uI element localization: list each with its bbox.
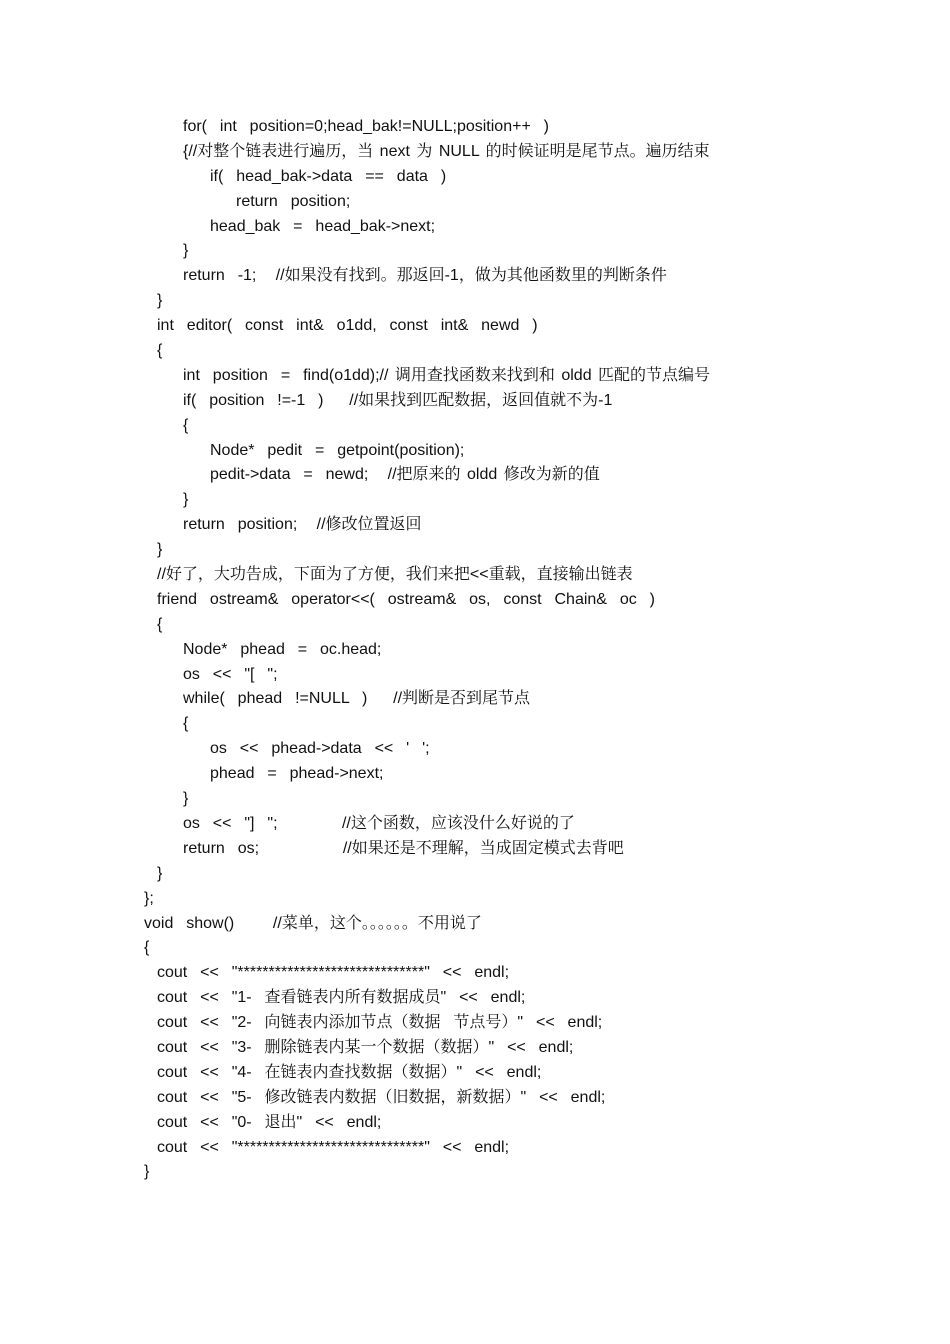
code-line: void show() //菜单，这个。。。。。。不用说了 xyxy=(144,914,482,932)
code-line: } xyxy=(183,491,189,509)
code-line: int editor( const int& o1dd, const int& newd ) xyxy=(157,317,538,335)
code-line: } xyxy=(144,1163,150,1181)
code-line: } xyxy=(157,864,163,882)
code-line: return position; xyxy=(236,192,351,210)
code-line: phead = phead->next; xyxy=(210,765,384,783)
code-line: //好了，大功告成，下面为了方便，我们来把<<重载，直接输出链表 xyxy=(157,566,633,584)
code-line: return os; //如果还是不理解，当成固定模式去背吧 xyxy=(183,839,624,857)
code-line: int position = find(o1dd);// 调用查找函数来找到和 oldd 匹配的节点编号 xyxy=(183,366,711,384)
code-line: } xyxy=(183,242,189,260)
code-line: for( int position=0;head_bak!=NULL;position++ ) xyxy=(183,118,549,135)
code-line: cout << "5- 修改链表内数据（旧数据，新数据）" << endl; xyxy=(157,1088,606,1106)
code-line: if( position !=-1 ) //如果找到匹配数据，返回值就不为-1 xyxy=(183,391,613,409)
code-line: cout << "4- 在链表内查找数据（数据）" << endl; xyxy=(157,1063,542,1081)
code-line: os << "] "; //这个函数，应该没什么好说的了 xyxy=(183,814,575,832)
code-line: } xyxy=(157,541,163,559)
code-line: { xyxy=(183,715,189,733)
code-line: {//对整个链表进行遍历，当 next 为 NULL 的时候证明是尾节点。遍历结束 xyxy=(183,142,710,160)
code-line: } xyxy=(183,790,189,808)
code-line: if( head_bak->data == data ) xyxy=(210,167,447,185)
code-line: cout << "******************************" << endl; xyxy=(157,1138,510,1156)
code-line: }; xyxy=(144,889,154,907)
code-line: while( phead !=NULL ) //判断是否到尾节点 xyxy=(183,690,531,708)
code-line: } xyxy=(157,292,163,310)
code-line: Node* pedit = getpoint(position); xyxy=(210,441,465,459)
code-line: cout << "0- 退出" << endl; xyxy=(157,1113,382,1131)
code-line: { xyxy=(157,615,163,633)
code-line: return -1; //如果没有找到。那返回-1，做为其他函数里的判断条件 xyxy=(183,267,667,285)
code-line: cout << "1- 查看链表内所有数据成员" << endl; xyxy=(157,989,526,1007)
code-line: cout << "******************************" << endl; xyxy=(157,964,510,982)
code-line: cout << "2- 向链表内添加节点（数据 节点号）" << endl; xyxy=(157,1014,603,1032)
code-line: return position; //修改位置返回 xyxy=(183,516,422,534)
code-line: { xyxy=(157,342,163,360)
code-line: head_bak = head_bak->next; xyxy=(210,217,436,235)
code-line: cout << "3- 删除链表内某一个数据（数据）" << endl; xyxy=(157,1038,574,1056)
code-line: os << "[ "; xyxy=(183,665,278,683)
code-listing xyxy=(144,115,710,1185)
code-line: os << phead->data << ' '; xyxy=(210,740,430,758)
code-line: pedit->data = newd; //把原来的 oldd 修改为新的值 xyxy=(210,466,600,484)
code-line: { xyxy=(183,416,189,434)
code-line: friend ostream& operator<<( ostream& os, const Chain& oc ) xyxy=(157,590,655,608)
code-line: { xyxy=(144,939,150,957)
code-line: Node* phead = oc.head; xyxy=(183,640,382,658)
